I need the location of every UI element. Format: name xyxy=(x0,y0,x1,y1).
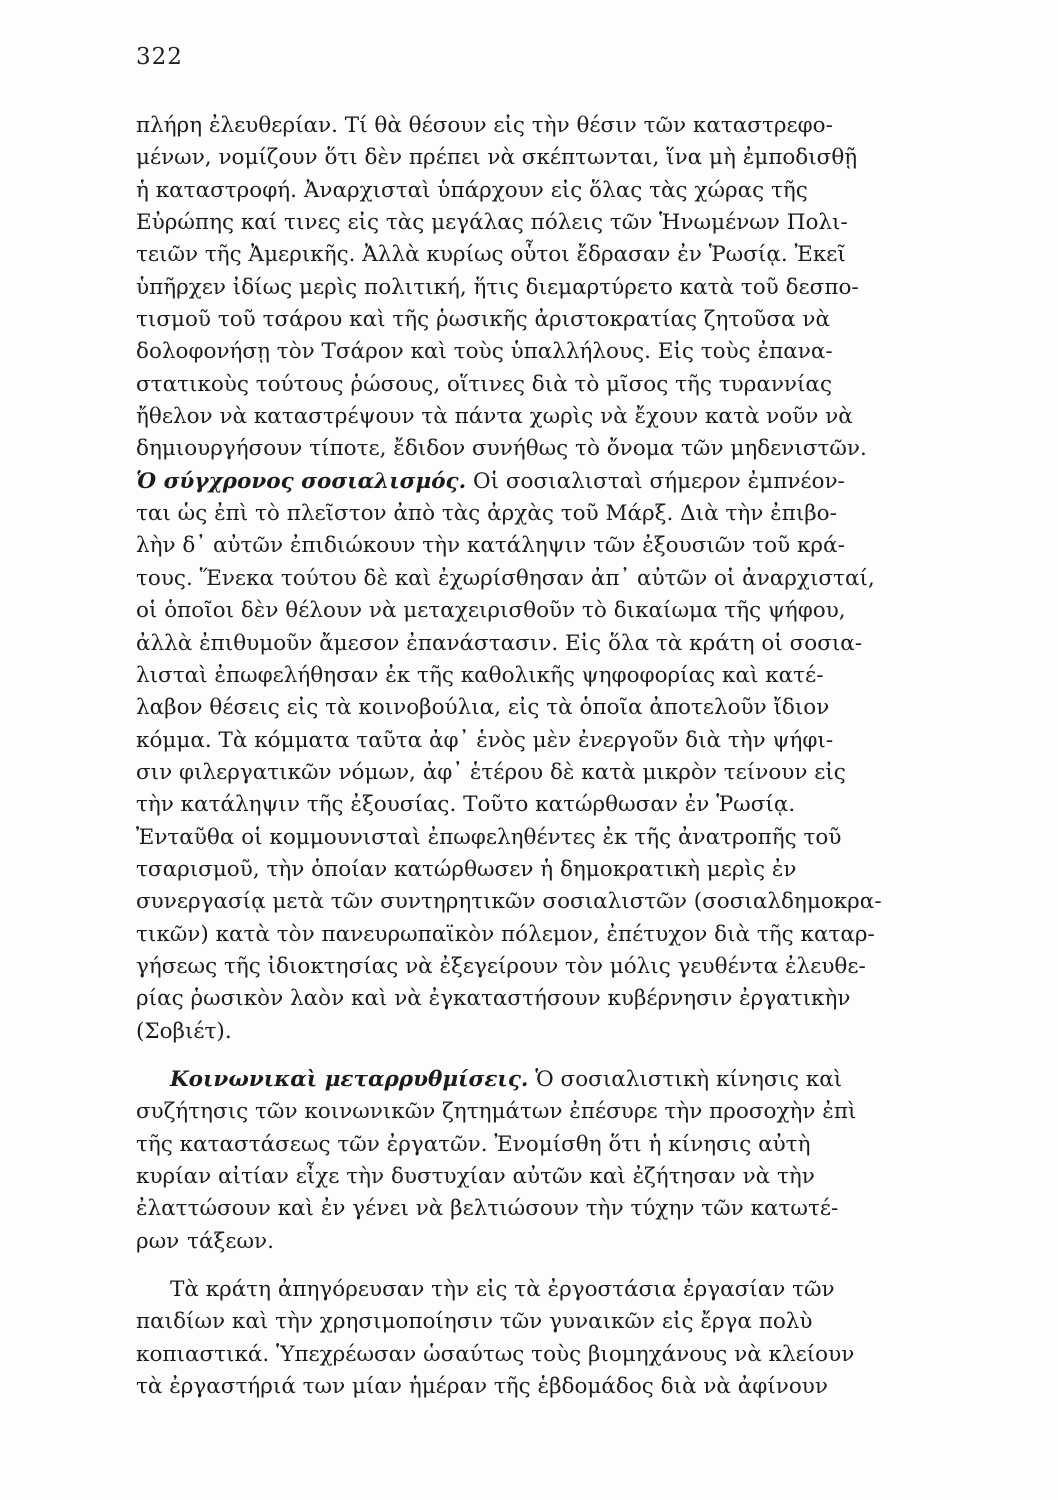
text-line: συνεργασίᾳ μετὰ τῶν συντηρητικῶν σοσιαλιστῶν (σοσιαλδημοκρα- xyxy=(136,889,882,915)
text-line: τικῶν) κατὰ τὸν πανευρωπαϊκὸν πόλεμον, ἐπέτυχον διὰ τῆς καταρ- xyxy=(136,921,875,947)
paragraph-social-reforms xyxy=(136,1064,992,1258)
paragraph-gap xyxy=(136,1048,992,1064)
text-line: ἀλλὰ ἐπιθυμοῦν ἄμεσον ἐπανάστασιν. Εἰς ὅλα τὰ κράτη οἱ σοσια- xyxy=(136,630,863,656)
text-line: ἐλαττώσουν καὶ ἐν γένει νὰ βελτιώσουν τὴν τύχην τῶν κατωτέ- xyxy=(136,1196,839,1222)
text-line: τὰ ἐργαστήριά των μίαν ἡμέραν τῆς ἑβδομάδος διὰ νὰ ἀφίνουν xyxy=(136,1374,828,1400)
text-line: τισμοῦ τοῦ τσάρου καὶ τῆς ῥωσικῆς ἀριστοκρατίας ζητοῦσα νὰ xyxy=(136,307,830,333)
text-line: σιν φιλεργατικῶν νόμων, ἀφ᾽ ἑτέρου δὲ κατὰ μικρὸν τείνουν εἰς xyxy=(136,759,846,785)
text-line: ρίας ῥωσικὸν λαὸν καὶ νὰ ἐγκαταστήσουν κυβέρνησιν ἐργατικὴν xyxy=(136,986,851,1012)
text-line: τους. Ἕνεκα τούτου δὲ καὶ ἐχωρίσθησαν ἀπ᾽ αὐτῶν οἱ ἀναρχισταί, xyxy=(136,565,875,591)
text-line: ἡ καταστροφή. Ἀναρχισταὶ ὑπάρχουν εἰς ὅλας τὰς χώρας τῆς xyxy=(136,177,808,203)
text-line: δημιουργήσουν τίποτε, ἔδιδον συνήθως τὸ ὄνομα τῶν μηδενιστῶν. xyxy=(136,436,867,462)
page-number: 322 xyxy=(136,44,183,70)
text-line: ἤθελον νὰ καταστρέψουν τὰ πάντα χωρὶς νὰ ἔχουν κατὰ νοῦν νὰ xyxy=(136,404,853,430)
paragraph-anarchists xyxy=(136,110,992,466)
text-line: μένων, νομίζουν ὅτι δὲν πρέπει νὰ σκέπτωνται, ἵνα μὴ ἐμποδισθῇ xyxy=(136,145,858,171)
text-fragment: Οἱ σοσιαλισταὶ σήμερον ἐμπνέον- xyxy=(472,468,845,494)
text-line xyxy=(136,466,992,498)
text-line: γήσεως τῆς ἰδιοκτησίας νὰ ἐξεγείρουν τὸν μόλις γευθέντα ἐλευθε- xyxy=(136,953,866,979)
text-line: συζήτησις τῶν κοινωνικῶν ζητημάτων ἐπέσυρε τὴν προσοχὴν ἐπὶ xyxy=(136,1099,857,1125)
text-line: Εὐρώπης καί τινες εἰς τὰς μεγάλας πόλεις τῶν Ἡνωμένων Πολι- xyxy=(136,210,848,236)
text-fragment: Ὁ σοσιαλιστικὴ κίνησις καὶ xyxy=(535,1066,843,1092)
text-line: Τὰ κράτη ἀπηγόρευσαν τὴν εἰς τὰ ἐργοστάσια ἐργασίαν τῶν xyxy=(170,1277,835,1303)
text-line: τειῶν τῆς Ἀμερικῆς. Ἀλλὰ κυρίως οὗτοι ἔδρασαν ἐν Ῥωσίᾳ. Ἐκεῖ xyxy=(136,242,846,268)
text-line: λισταὶ ἐπωφελήθησαν ἐκ τῆς καθολικῆς ψηφοφορίας καὶ κατέ- xyxy=(136,662,824,688)
text-line: ρων τάξεων. xyxy=(136,1228,274,1254)
text-line: κόμμα. Τὰ κόμματα ταῦτα ἀφ᾽ ἑνὸς μὲν ἐνεργοῦν διὰ τὴν ψήφι- xyxy=(136,727,834,753)
text-line: παιδίων καὶ τὴν χρησιμοποίησιν τῶν γυναικῶν εἰς ἔργα πολὺ xyxy=(136,1309,813,1335)
text-line: ὑπῆρχεν ἰδίως μερὶς πολιτική, ἥτις διεμαρτύρετο κατὰ τοῦ δεσπο- xyxy=(136,274,859,300)
section-heading-social-reforms: Κοινωνικαὶ μεταρρυθμίσεις. xyxy=(170,1066,529,1092)
section-heading-modern-socialism: Ὁ σύγχρονος σοσιαλισμός. xyxy=(136,468,467,494)
text-line: ται ὡς ἐπὶ τὸ πλεῖστον ἀπὸ τὰς ἀρχὰς τοῦ Μάρξ. Διὰ τὴν ἐπιβο- xyxy=(136,501,837,527)
text-line: Ἐνταῦθα οἱ κομμουνισταὶ ἐπωφεληθέντες ἐκ τῆς ἀνατροπῆς τοῦ xyxy=(136,824,842,850)
text-line: στατικοὺς τούτους ῥώσους, οἵτινες διὰ τὸ μῖσος τῆς τυραννίας xyxy=(136,371,832,397)
text-line: λὴν δ᾽ αὐτῶν ἐπιδιώκουν τὴν κατάληψιν τῶν ἐξουσιῶν τοῦ κρά- xyxy=(136,533,845,559)
text-line: δολοφονήσῃ τὸν Τσάρον καὶ τοὺς ὑπαλλήλους. Εἰς τοὺς ἐπανα- xyxy=(136,339,833,365)
body-text xyxy=(136,110,992,1403)
text-line: τῆς καταστάσεως τῶν ἐργατῶν. Ἐνομίσθη ὅτι ἡ κίνησις αὐτὴ xyxy=(136,1131,811,1157)
text-line: λαβον θέσεις εἰς τὰ κοινοβούλια, εἰς τὰ ὁποῖα ἀποτελοῦν ἴδιον xyxy=(136,695,830,721)
text-line: τσαρισμοῦ, τὴν ὁποίαν κατώρθωσεν ἡ δημοκρατικὴ μερὶς ἐν xyxy=(136,856,797,882)
text-line xyxy=(136,1064,992,1096)
paragraph-labor-laws xyxy=(136,1274,992,1403)
text-line: οἱ ὁποῖοι δὲν θέλουν νὰ μεταχειρισθοῦν τὸ δικαίωμα τῆς ψήφου, xyxy=(136,598,846,624)
text-line: κυρίαν αἰτίαν εἶχε τὴν δυστυχίαν αὐτῶν καὶ ἐζήτησαν νὰ τὴν xyxy=(136,1164,815,1189)
text-line: τὴν κατάληψιν τῆς ἐξουσίας. Τοῦτο κατώρθωσαν ἐν Ῥωσίᾳ. xyxy=(136,792,796,818)
paragraph-gap xyxy=(136,1258,992,1274)
text-line: (Σοβιέτ). xyxy=(136,1018,232,1044)
text-line: πλήρη ἐλευθερίαν. Τί θὰ θέσουν εἰς τὴν θέσιν τῶν καταστρεφο- xyxy=(136,113,833,138)
paragraph-modern-socialism xyxy=(136,466,992,1048)
text-line: κοπιαστικά. Ὑπεχρέωσαν ὡσαύτως τοὺς βιομηχάνους νὰ κλείουν xyxy=(136,1341,855,1367)
